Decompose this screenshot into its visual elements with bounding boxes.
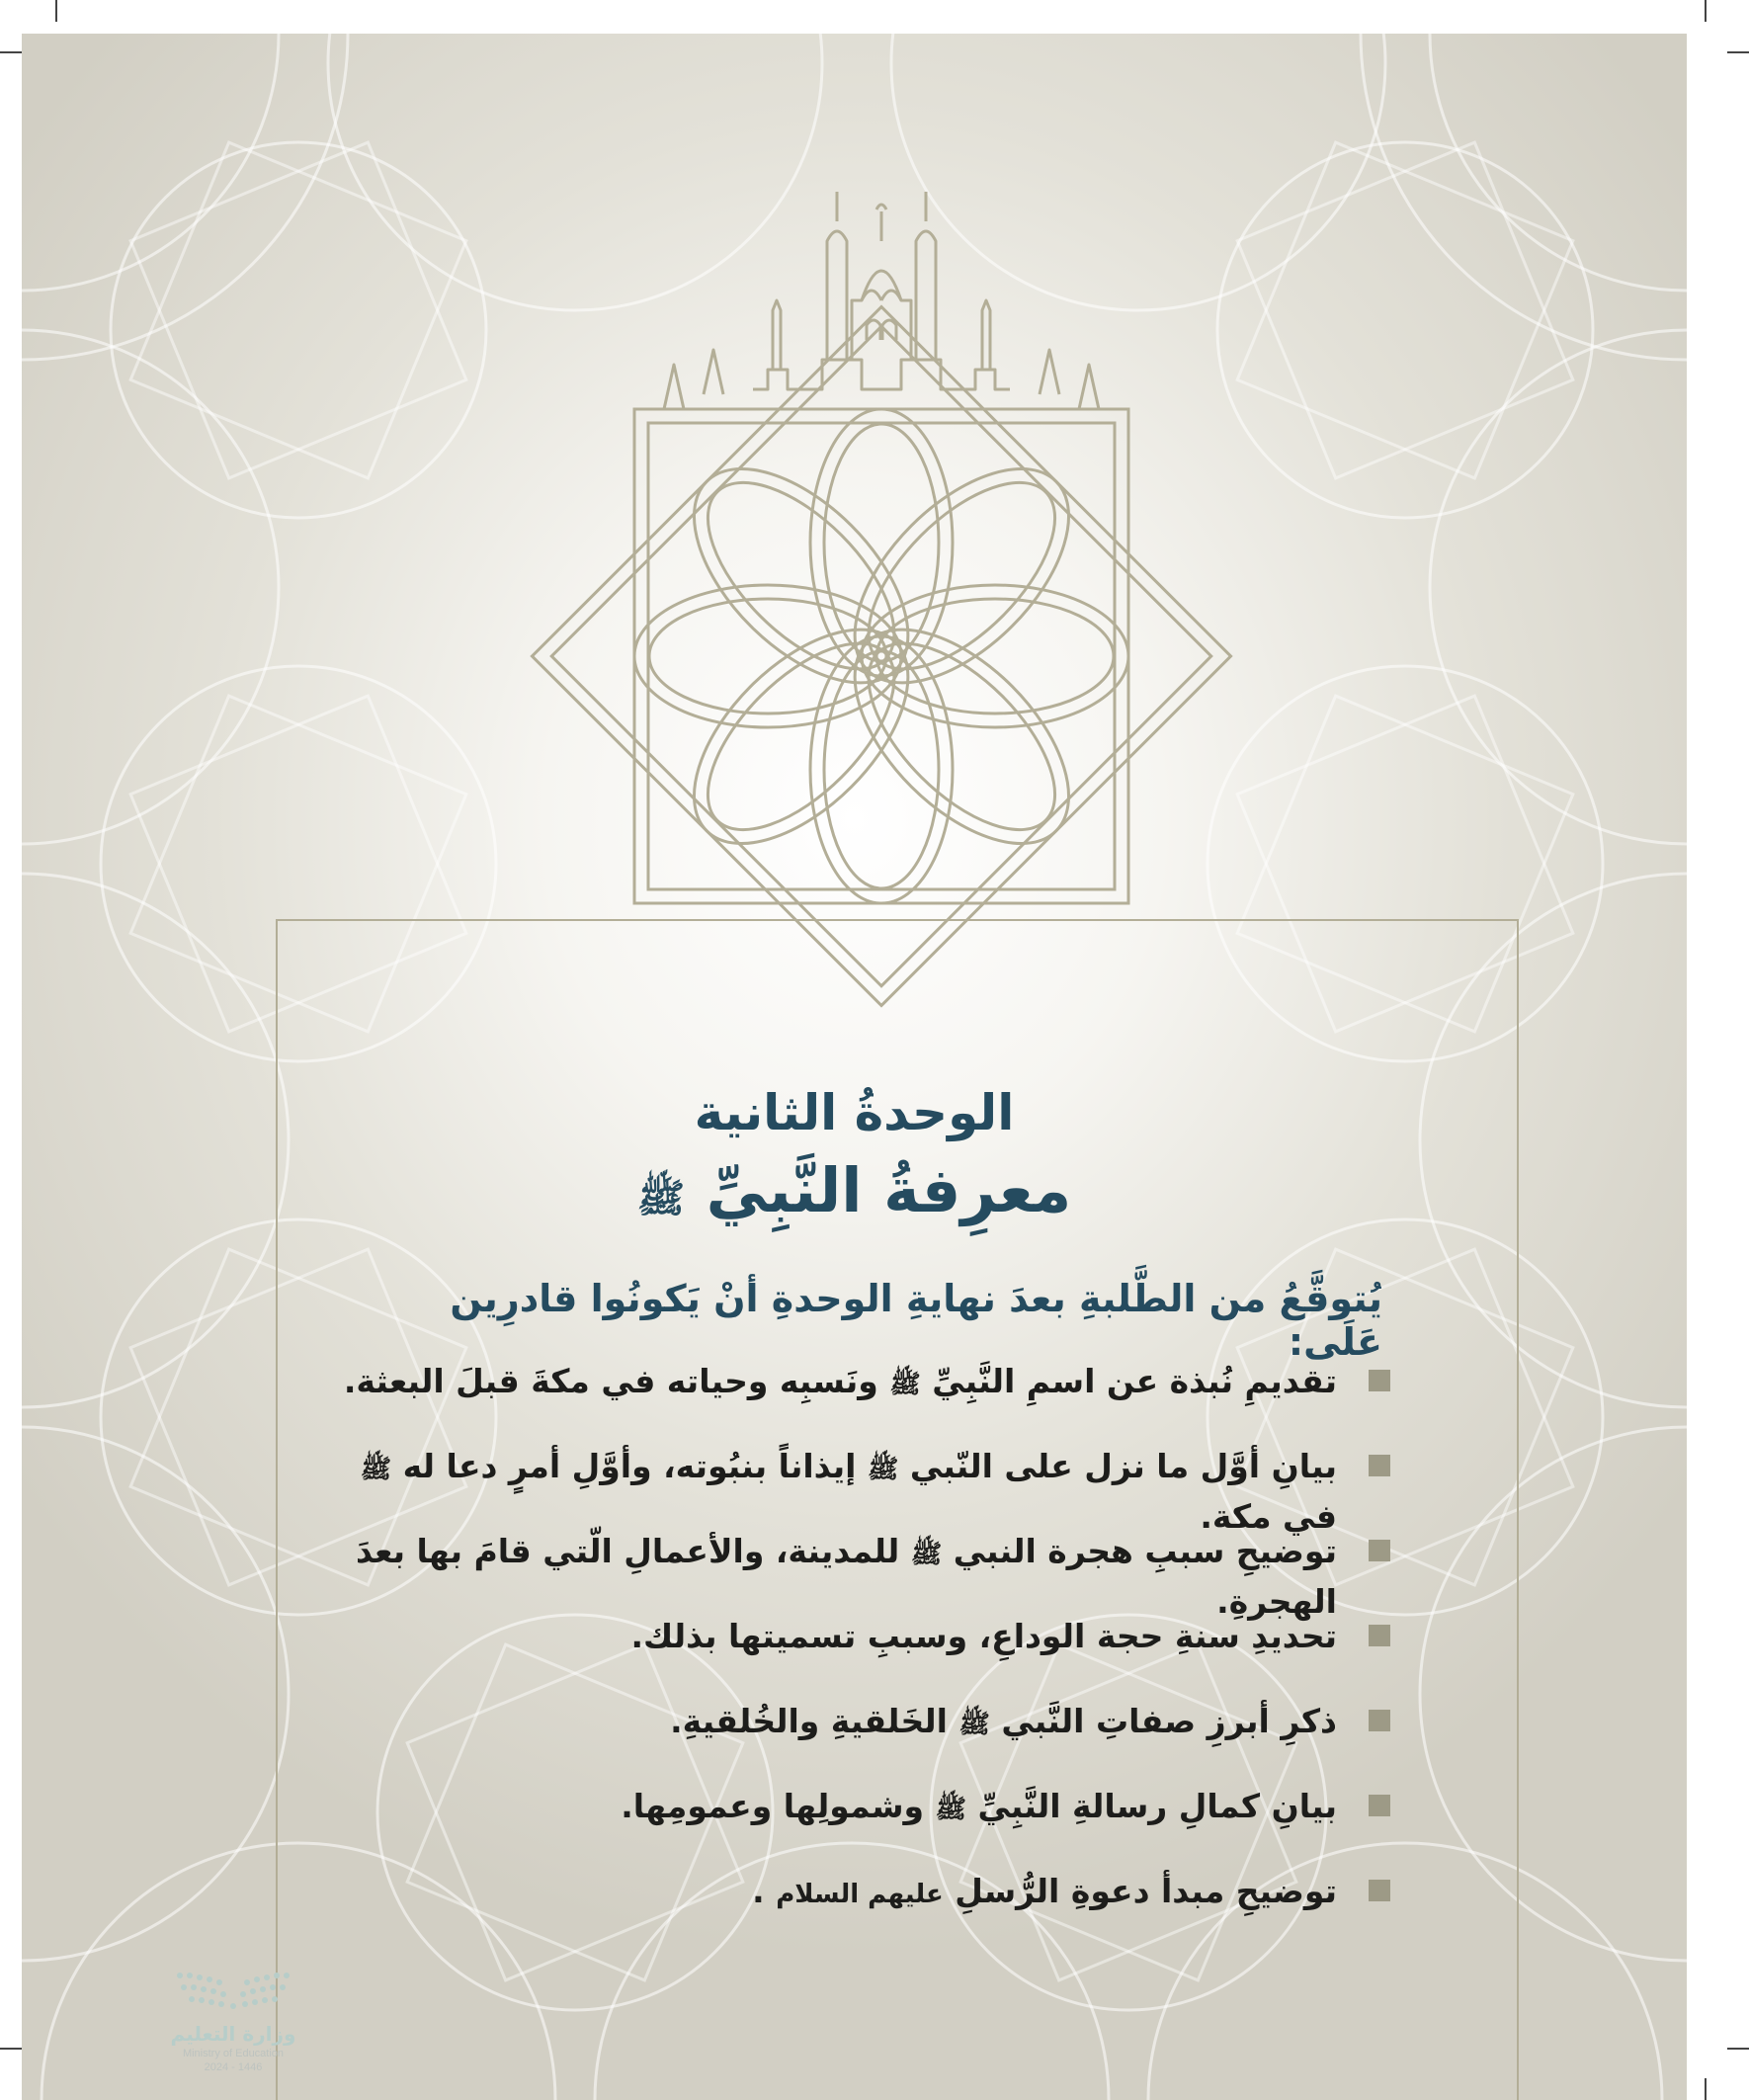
list-item bbox=[343, 1358, 1390, 1443]
objective-text: توضيحِ سببِ هجرة النبي bbox=[953, 1532, 1337, 1570]
list-item bbox=[343, 1528, 1390, 1621]
ministry-year: 2024 - 1446 bbox=[204, 2061, 263, 2073]
square-bullet-icon bbox=[1369, 1795, 1390, 1816]
objective-text: الخَلقيةِ والخُلقيةِ. bbox=[670, 1702, 948, 1740]
square-bullet-icon bbox=[1369, 1710, 1390, 1731]
list-item bbox=[343, 1443, 1390, 1536]
honorific-glyph: ﷺ bbox=[958, 1710, 990, 1739]
square-bullet-icon bbox=[1369, 1625, 1390, 1646]
objective-text: بيانِ أوَّل ما نزل على النّبي bbox=[909, 1447, 1337, 1485]
square-bullet-icon bbox=[1369, 1540, 1390, 1561]
unit-title bbox=[22, 1149, 1687, 1240]
objective-text: ونَسبِه وحياته في مكةَ قبلَ البعثة. bbox=[343, 1362, 878, 1400]
objectives-list bbox=[343, 1358, 1390, 1953]
objective-text: للمدينة، والأعمالِ الّتي قامَ بها بعدَ الهجرةِ. bbox=[355, 1532, 1337, 1621]
honorific-glyph: ﷺ bbox=[636, 1176, 686, 1221]
crop-mark bbox=[1705, 0, 1707, 22]
ministry-name-ar: وزارة التعليم bbox=[170, 2022, 296, 2046]
honorific-glyph: ﷺ bbox=[889, 1370, 921, 1399]
objective-text: توضيحِ مبدأ دعوةِ الرُّسلِ bbox=[955, 1872, 1337, 1910]
honorific-glyph: عليهم السلام bbox=[776, 1880, 944, 1909]
crop-mark bbox=[55, 0, 57, 22]
unit-label: الوحدةُ الثانية bbox=[694, 1084, 1015, 1141]
objective-text: ذكرِ أبرزِ صفاتِ النَّبي bbox=[1001, 1702, 1337, 1740]
unit-title-text: معرِفةُ النَّبِيِّ bbox=[706, 1154, 1072, 1226]
mosque-star-emblem-icon bbox=[526, 182, 1237, 1051]
square-bullet-icon bbox=[1369, 1370, 1390, 1391]
honorific-glyph: ﷺ bbox=[867, 1455, 899, 1484]
unit-heading bbox=[22, 1076, 1687, 1240]
square-bullet-icon bbox=[1369, 1880, 1390, 1901]
objective-text: . bbox=[752, 1872, 765, 1910]
ministry-logo bbox=[170, 1966, 296, 2074]
list-item bbox=[343, 1783, 1390, 1868]
objective-text: تحديدِ سنةِ حجة الوداعِ، وسببِ تسميتها بذلك. bbox=[630, 1617, 1337, 1655]
crop-mark bbox=[1727, 2048, 1749, 2050]
list-item bbox=[343, 1698, 1390, 1783]
ministry-name-en: Ministry of Education bbox=[182, 2048, 285, 2059]
honorific-glyph: ﷺ bbox=[935, 1795, 966, 1824]
honorific-glyph: ﷺ bbox=[360, 1455, 392, 1484]
objective-text: إيذاناً بنبُوته، وأوَّلِ أمرٍ دعا له bbox=[402, 1447, 857, 1485]
objective-text: بيانِ كمالِ رسالةِ النَّبِيِّ bbox=[977, 1787, 1337, 1825]
square-bullet-icon bbox=[1369, 1455, 1390, 1476]
list-item bbox=[343, 1868, 1390, 1953]
crop-mark bbox=[0, 2048, 22, 2050]
ministry-dots-logo-icon bbox=[170, 1966, 296, 2013]
crop-mark bbox=[1727, 51, 1749, 53]
objective-text: في مكة. bbox=[1200, 1497, 1337, 1536]
objective-text: تقديمِ نُبذة عن اسمِ النَّبِيِّ bbox=[932, 1362, 1337, 1400]
honorific-glyph: ﷺ bbox=[910, 1540, 943, 1569]
objectives-intro: يُتوقَّعُ من الطَّلبةِ بعدَ نهايةِ الوحدةِ أنْ يَكونُوا قادرِين عَلَى: bbox=[450, 1277, 1382, 1364]
unit-cover-page bbox=[22, 34, 1687, 2100]
list-item bbox=[343, 1613, 1390, 1698]
crop-mark bbox=[0, 51, 22, 53]
crop-mark bbox=[1705, 2078, 1707, 2100]
objective-text: وشمولِها وعمومِها. bbox=[621, 1787, 925, 1825]
